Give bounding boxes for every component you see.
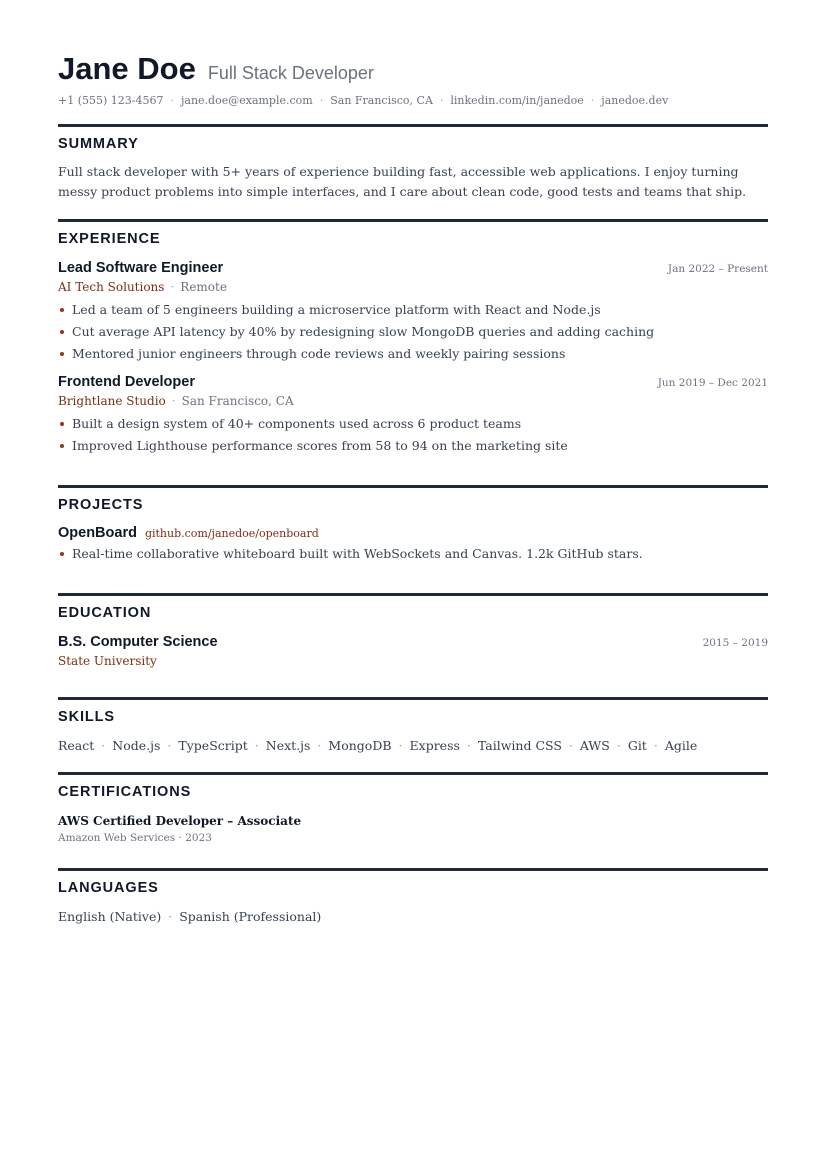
skill-separator: ·: [616, 738, 621, 753]
experience-entry: [58, 374, 768, 457]
language-item: English (Native): [58, 909, 162, 924]
certification-issuer: Amazon Web Services: [58, 832, 176, 844]
company-name: Brightlane Studio: [58, 394, 166, 408]
list-item: Improved Lighthouse performance scores from 58 to 94 on the marketing site: [58, 435, 768, 457]
school-meta: [58, 654, 768, 668]
resume-header: [58, 52, 768, 86]
company-name: AI Tech Solutions: [58, 280, 165, 294]
projects-section: [58, 485, 768, 565]
section-title-summary: SUMMARY: [58, 136, 139, 152]
skills-list: [58, 738, 768, 753]
resume-page: [58, 52, 768, 924]
certifications-section: [58, 772, 768, 844]
list-item: Led a team of 5 engineers building a microservice platform with React and Node.js: [58, 299, 768, 321]
section-title-certifications: CERTIFICATIONS: [58, 784, 192, 800]
job-location: Remote: [180, 280, 227, 294]
language-separator: ·: [168, 909, 173, 924]
section-title-education: EDUCATION: [58, 605, 152, 621]
meta-separator: ·: [170, 280, 175, 294]
contact-location: San Francisco, CA: [330, 94, 433, 107]
summary-section: [58, 124, 768, 202]
skill-item: Agile: [664, 738, 698, 753]
education-section: [58, 593, 768, 668]
skill-item: Tailwind CSS: [477, 738, 562, 753]
list-item: Real-time collaborative whiteboard built with WebSockets and Canvas. 1.2k GitHub stars.: [58, 543, 768, 565]
contact-separator: ·: [170, 94, 174, 107]
job-dates: Jun 2019 – Dec 2021: [657, 377, 768, 389]
job-title: Frontend Developer: [58, 374, 195, 390]
skill-separator: ·: [101, 738, 106, 753]
contact-phone: +1 (555) 123-4567: [58, 94, 164, 107]
contact-linkedin[interactable]: linkedin.com/in/janedoe: [450, 94, 584, 107]
project-bullets: [58, 543, 768, 565]
skill-item: TypeScript: [178, 738, 248, 753]
meta-separator: ·: [178, 832, 182, 844]
skill-item: Next.js: [265, 738, 311, 753]
skill-separator: ·: [398, 738, 403, 753]
list-item: Cut average API latency by 40% by redesigning slow MongoDB queries and adding caching: [58, 321, 768, 343]
skill-item: AWS: [579, 738, 610, 753]
education-dates: 2015 – 2019: [702, 637, 768, 649]
meta-separator: ·: [171, 394, 176, 408]
candidate-role: Full Stack Developer: [207, 63, 374, 83]
entry-header: [58, 374, 768, 390]
skill-item: MongoDB: [328, 738, 392, 753]
job-location: San Francisco, CA: [181, 394, 294, 408]
skill-separator: ·: [568, 738, 573, 753]
skill-item: React: [58, 738, 95, 753]
job-meta: [58, 394, 768, 408]
skill-separator: ·: [317, 738, 322, 753]
contact-line: [58, 94, 768, 107]
summary-text: Full stack developer with 5+ years of experience building fast, accessible web applications. I enjoy turning messy product problems into simple interfaces, and I care about clean code, good tests and teams that ship.: [58, 164, 747, 199]
project-entry: [58, 525, 768, 565]
entry-header: [58, 260, 768, 276]
certification-year: 2023: [185, 832, 212, 844]
project-link[interactable]: github.com/janedoe/openboard: [144, 527, 319, 540]
skill-separator: ·: [653, 738, 658, 753]
languages-list: [58, 909, 768, 924]
contact-separator: ·: [590, 94, 595, 107]
job-title: Lead Software Engineer: [58, 260, 224, 276]
project-name: OpenBoard: [58, 525, 137, 541]
skill-separator: ·: [466, 738, 471, 753]
certification-entry: [58, 814, 768, 844]
education-entry: [58, 634, 768, 668]
contact-email[interactable]: jane.doe@example.com: [181, 94, 313, 107]
degree-name: B.S. Computer Science: [58, 634, 218, 650]
experience-entry: [58, 260, 768, 365]
section-title-experience: EXPERIENCE: [58, 231, 161, 247]
school-name: State University: [58, 654, 157, 668]
list-item: Mentored junior engineers through code reviews and weekly pairing sessions: [58, 343, 768, 365]
skill-item: Node.js: [112, 738, 161, 753]
skill-item: Git: [627, 738, 647, 753]
candidate-name: Jane Doe: [58, 51, 196, 86]
certification-meta: [58, 832, 768, 844]
job-bullets: [58, 413, 768, 457]
experience-section: [58, 219, 768, 457]
skills-section: [58, 697, 768, 753]
section-title-skills: SKILLS: [58, 709, 115, 725]
language-item: Spanish (Professional): [179, 909, 322, 924]
skill-item: Express: [409, 738, 460, 753]
job-bullets: [58, 299, 768, 365]
entry-header: [58, 634, 768, 650]
contact-separator: ·: [319, 94, 324, 107]
job-dates: Jan 2022 – Present: [667, 263, 768, 275]
skill-separator: ·: [254, 738, 259, 753]
languages-section: [58, 868, 768, 924]
project-header: [58, 525, 768, 541]
job-meta: [58, 280, 768, 294]
list-item: Built a design system of 40+ components used across 6 product teams: [58, 413, 768, 435]
skill-separator: ·: [167, 738, 172, 753]
contact-website[interactable]: janedoe.dev: [601, 94, 669, 107]
contact-separator: ·: [439, 94, 444, 107]
section-title-languages: LANGUAGES: [58, 880, 159, 896]
section-title-projects: PROJECTS: [58, 497, 144, 513]
certification-name: AWS Certified Developer – Associate: [58, 814, 302, 828]
